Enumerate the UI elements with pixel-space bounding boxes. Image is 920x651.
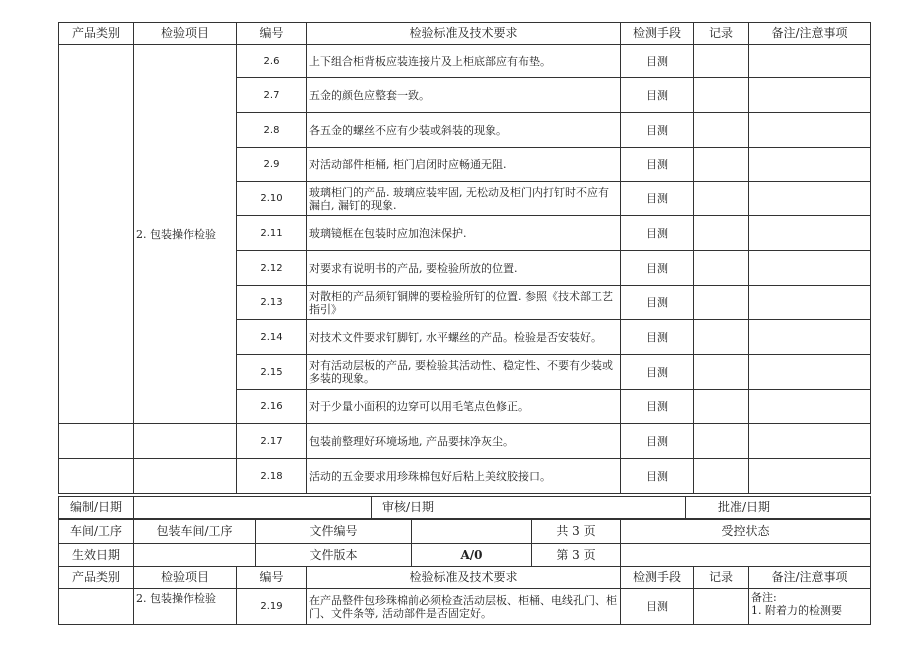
row-remarks[interactable] xyxy=(749,390,871,424)
row-standard: 活动的五金要求用珍珠棉包好后粘上美纹胶接口。 xyxy=(307,459,621,494)
review-label: 审核/日期 xyxy=(372,497,686,519)
row-remarks[interactable] xyxy=(749,113,871,148)
row-standard: 对要求有说明书的产品, 要检验所放的位置. xyxy=(307,251,621,286)
category-cell xyxy=(59,589,134,625)
effective-date-value[interactable] xyxy=(134,544,256,567)
item-cell xyxy=(134,424,237,459)
category-cell xyxy=(59,424,134,459)
row-record[interactable] xyxy=(694,459,749,494)
header-category: 产品类别 xyxy=(59,567,134,589)
row-number: 2.14 xyxy=(237,320,307,355)
category-cell xyxy=(59,45,134,424)
row-method: 目测 xyxy=(621,390,694,424)
page-number: 第 3 页 xyxy=(532,544,621,567)
item-cell xyxy=(134,459,237,494)
header-remarks: 备注/注意事项 xyxy=(749,23,871,45)
row-remarks[interactable] xyxy=(749,148,871,182)
header-category: 产品类别 xyxy=(59,23,134,45)
row-remarks[interactable] xyxy=(749,78,871,113)
row-record[interactable] xyxy=(694,216,749,251)
row-number: 2.9 xyxy=(237,148,307,182)
row-number: 2.19 xyxy=(237,589,307,625)
approve-label: 批准/日期 xyxy=(686,497,871,519)
inspection-table xyxy=(58,22,871,494)
row-record[interactable] xyxy=(694,251,749,286)
doc-number-value[interactable] xyxy=(412,520,532,544)
row-remarks[interactable] xyxy=(749,355,871,390)
row-method: 目测 xyxy=(621,424,694,459)
workshop-value: 包装车间/工序 xyxy=(134,520,256,544)
row-standard: 上下组合柜背板应装连接片及上柜底部应有布垫。 xyxy=(307,45,621,78)
row-record[interactable] xyxy=(694,390,749,424)
row-record[interactable] xyxy=(694,424,749,459)
doc-version-label: 文件版本 xyxy=(256,544,412,567)
row-number: 2.8 xyxy=(237,113,307,148)
doc-number-label: 文件编号 xyxy=(256,520,412,544)
editor-label: 编制/日期 xyxy=(59,497,134,519)
row-remarks[interactable] xyxy=(749,45,871,78)
header-number: 编号 xyxy=(237,567,307,589)
header-standard: 检验标准及技术要求 xyxy=(307,567,621,589)
header-item: 检验项目 xyxy=(134,23,237,45)
control-status-label: 受控状态 xyxy=(621,520,871,544)
row-number: 2.13 xyxy=(237,286,307,320)
doc-version-value: A/0 xyxy=(412,544,532,567)
table-row xyxy=(59,45,871,78)
row-method: 目测 xyxy=(621,286,694,320)
total-pages: 共 3 页 xyxy=(532,520,621,544)
row-standard: 各五金的螺丝不应有少装或斜装的现象。 xyxy=(307,113,621,148)
header-method: 检测手段 xyxy=(621,23,694,45)
row-method: 目测 xyxy=(621,148,694,182)
row-record[interactable] xyxy=(694,78,749,113)
row-method: 目测 xyxy=(621,216,694,251)
header-record: 记录 xyxy=(694,23,749,45)
row-remarks[interactable] xyxy=(749,320,871,355)
row-record[interactable] xyxy=(694,320,749,355)
row-method: 目测 xyxy=(621,45,694,78)
row-remarks[interactable] xyxy=(749,182,871,216)
row-number: 2.16 xyxy=(237,390,307,424)
header-method: 检测手段 xyxy=(621,567,694,589)
row-standard: 对活动部件柜桶, 柜门启闭时应畅通无阻. xyxy=(307,148,621,182)
row-record[interactable] xyxy=(694,113,749,148)
row-number: 2.15 xyxy=(237,355,307,390)
next-page-table xyxy=(58,566,871,625)
row-record[interactable] xyxy=(694,355,749,390)
row-remarks[interactable] xyxy=(749,424,871,459)
row-number: 2.12 xyxy=(237,251,307,286)
row-method: 目测 xyxy=(621,320,694,355)
row-method: 目测 xyxy=(621,78,694,113)
remark-line: 1. 附着力的检测要 xyxy=(751,604,842,617)
signoff-table xyxy=(58,496,871,519)
row-record[interactable] xyxy=(694,182,749,216)
row-number: 2.6 xyxy=(237,45,307,78)
table-row xyxy=(59,424,871,459)
header-record: 记录 xyxy=(694,567,749,589)
item-cell: 2. 包装操作检验 xyxy=(134,589,237,625)
row-method: 目测 xyxy=(621,251,694,286)
row-remarks[interactable] xyxy=(749,216,871,251)
effective-date-label: 生效日期 xyxy=(59,544,134,567)
row-standard: 五金的颜色应整套一致。 xyxy=(307,78,621,113)
row-number: 2.11 xyxy=(237,216,307,251)
row-standard: 对于少量小面积的边穿可以用毛笔点色修正。 xyxy=(307,390,621,424)
row-record[interactable] xyxy=(694,45,749,78)
row-standard: 玻璃柜门的产品. 玻璃应装牢固, 无松动及柜门内打钉时不应有漏白, 漏钉的现象. xyxy=(307,182,621,216)
row-remarks xyxy=(749,589,871,625)
row-number: 2.18 xyxy=(237,459,307,494)
header-item: 检验项目 xyxy=(134,567,237,589)
row-standard: 在产品整件包珍珠棉前必须检查活动层板、柜桶、电线孔门、柜门、文件条等, 活动部件是否固定好。 xyxy=(307,589,621,625)
row-standard: 对散柜的产品须钉铜牌的要检验所钉的位置. 参照《技术部工艺指引》 xyxy=(307,286,621,320)
row-method: 目测 xyxy=(621,459,694,494)
doc-info-table xyxy=(58,519,871,567)
row-number: 2.10 xyxy=(237,182,307,216)
header-number: 编号 xyxy=(237,23,307,45)
row-record[interactable] xyxy=(694,148,749,182)
row-remarks[interactable] xyxy=(749,286,871,320)
editor-value[interactable] xyxy=(134,497,372,519)
table-row xyxy=(59,589,871,625)
row-standard: 对技术文件要求钉脚钉, 水平螺丝的产品。检验是否安装好。 xyxy=(307,320,621,355)
row-remarks[interactable] xyxy=(749,251,871,286)
control-status-value[interactable] xyxy=(621,544,871,567)
item-cell: 2. 包装操作检验 xyxy=(134,45,237,424)
row-standard: 包装前整理好环境场地, 产品要抹净灰尘。 xyxy=(307,424,621,459)
row-method: 目测 xyxy=(621,182,694,216)
row-standard: 玻璃镜框在包装时应加泡沫保护. xyxy=(307,216,621,251)
category-cell xyxy=(59,459,134,494)
row-number: 2.17 xyxy=(237,424,307,459)
row-record[interactable] xyxy=(694,286,749,320)
row-number: 2.7 xyxy=(237,78,307,113)
table-row xyxy=(59,459,871,494)
table-header-row xyxy=(59,23,871,45)
row-method: 目测 xyxy=(621,113,694,148)
header-standard: 检验标准及技术要求 xyxy=(307,23,621,45)
workshop-label: 车间/工序 xyxy=(59,520,134,544)
row-remarks[interactable] xyxy=(749,459,871,494)
header-remarks: 备注/注意事项 xyxy=(749,567,871,589)
table-header-row xyxy=(59,567,871,589)
row-method: 目测 xyxy=(621,589,694,625)
row-standard: 对有活动层板的产品, 要检验其活动性、稳定性、不要有少装或多装的现象。 xyxy=(307,355,621,390)
row-record[interactable] xyxy=(694,589,749,625)
row-method: 目测 xyxy=(621,355,694,390)
remark-line: 备注: xyxy=(751,591,777,604)
